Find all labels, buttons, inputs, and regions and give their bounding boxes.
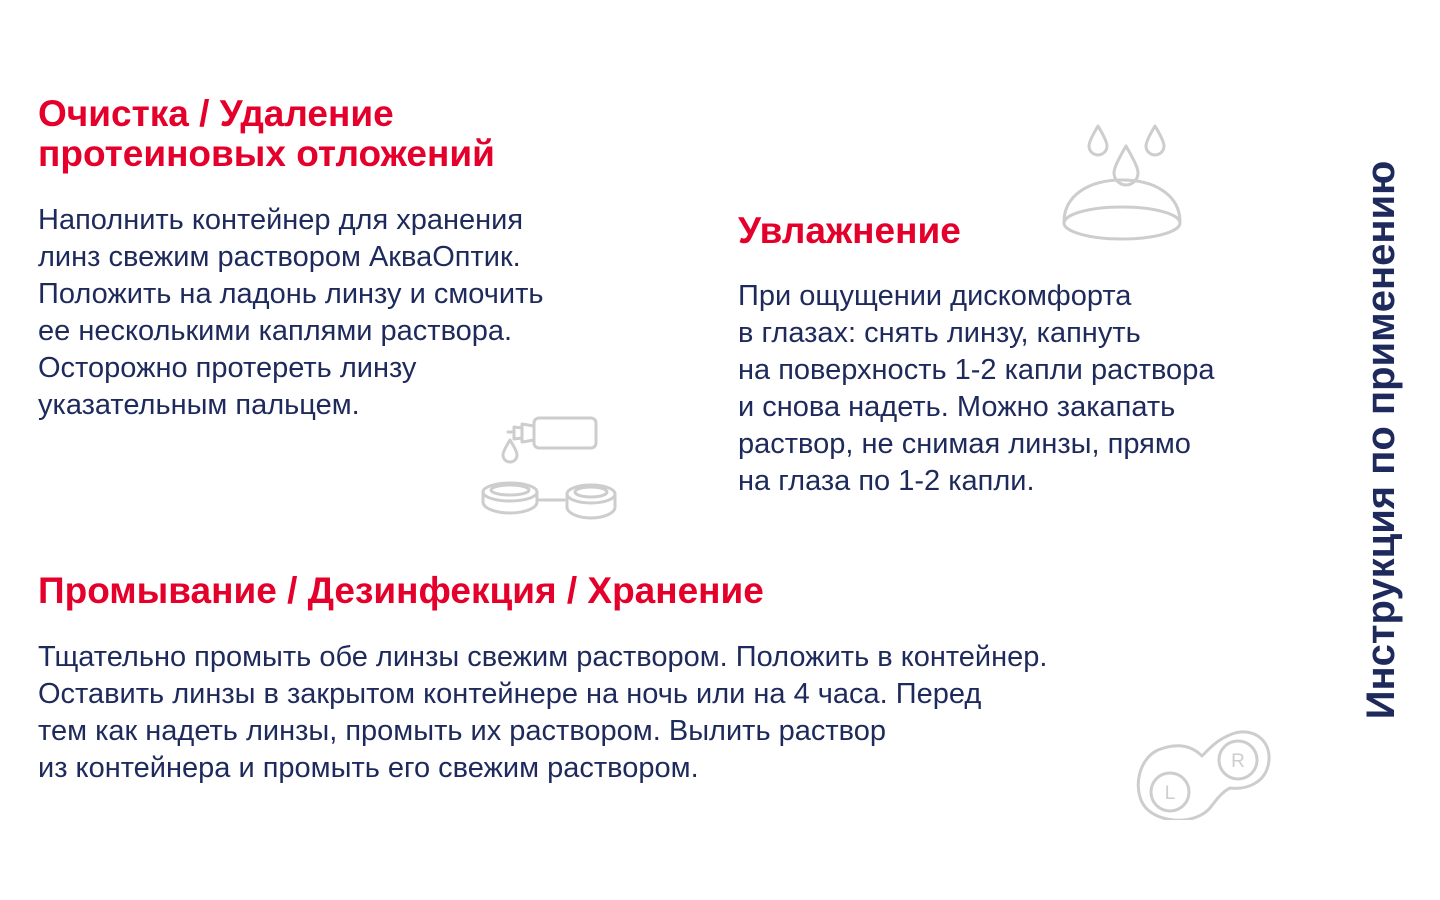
drops-on-lens-icon xyxy=(1056,122,1188,244)
case-left-label: L xyxy=(1164,783,1176,804)
moisturizing-heading: Увлажнение xyxy=(738,210,961,251)
moisturizing-text: При ощущении дискомфорта в глазах: снять линзу, капнуть на поверхность 1-2 капли раствора и снова надеть. Можно закапать раствор, не снимая линзы, прямо на глаза по 1-2 капли. xyxy=(738,280,1215,497)
cleaning-heading: Очистка / Удаление протеиновых отложений xyxy=(38,93,495,174)
rinsing-heading: Промывание / Дезинфекция / Хранение xyxy=(38,570,764,611)
cleaning-text: Наполнить контейнер для хранения линз свежим раствором АкваОптик. Положить на ладонь линзу и смочить ее несколькими каплями раствора. Осторожно протереть линзу указательным пальцем. xyxy=(38,204,544,421)
rinsing-text: Тщательно промыть обе линзы свежим раствором. Положить в контейнер. Оставить линзы в закрытом контейнере на ночь или на 4 часа. Перед тем как надеть линзы, промыть их раствором. Вылить раствор из контейнера и промыть его свежим раствором. xyxy=(38,641,1048,784)
lens-case-left-right-icon xyxy=(1130,720,1280,820)
case-right-label: R xyxy=(1231,751,1245,772)
side-title: Инструкция по применению xyxy=(1359,160,1403,720)
bottle-and-lens-case-icon xyxy=(470,410,622,526)
side-title-container xyxy=(1356,90,1406,790)
